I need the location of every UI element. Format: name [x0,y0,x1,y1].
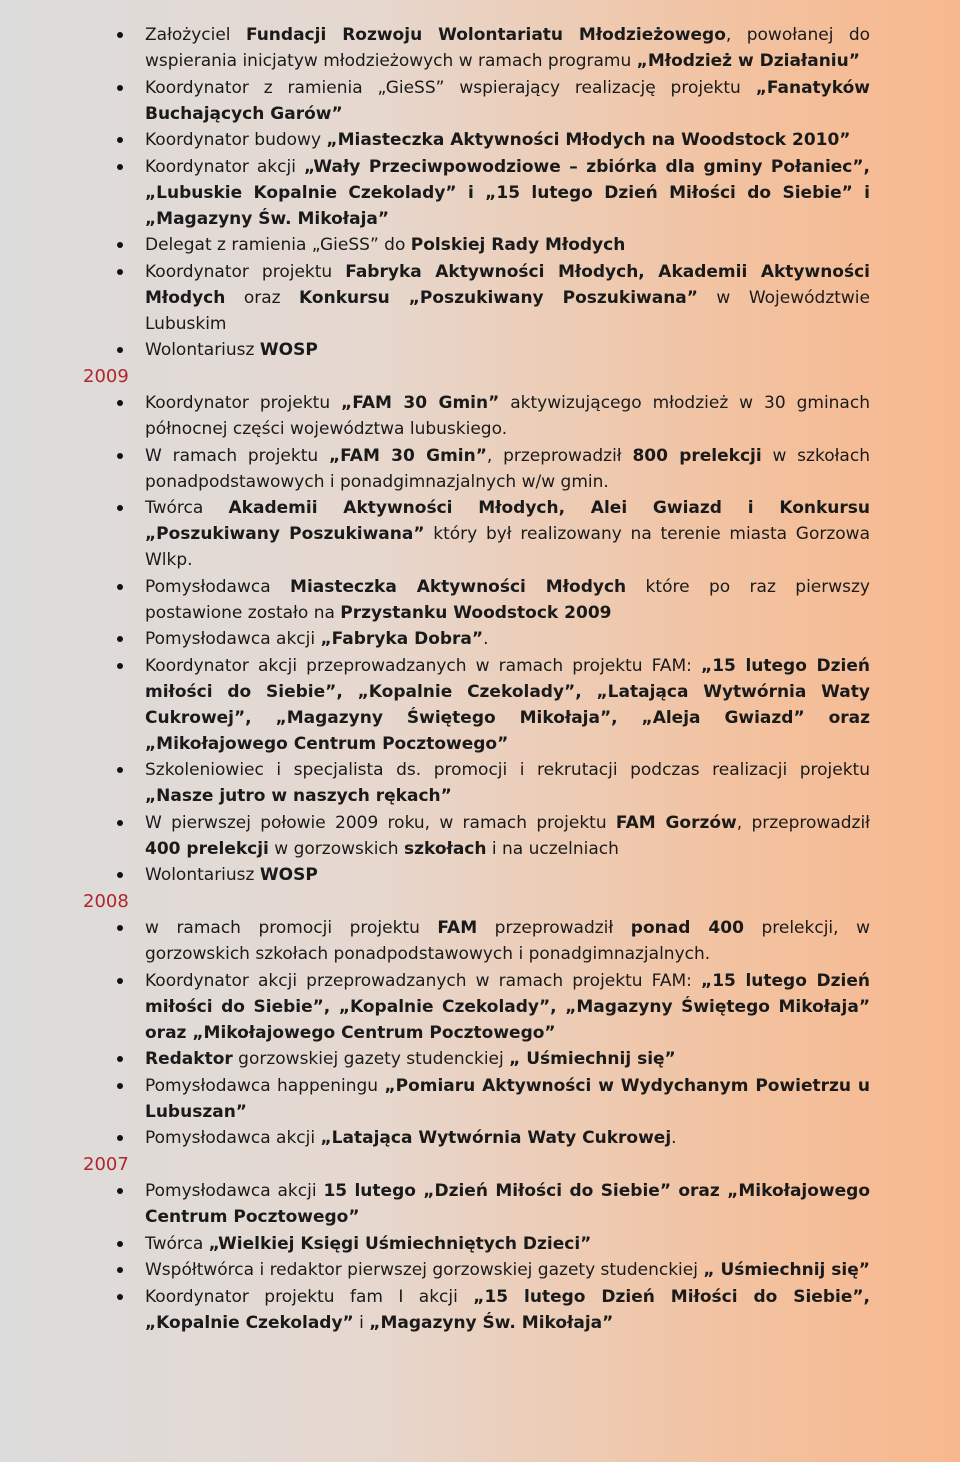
list-item [145,1231,870,1257]
text: i na uczelniach [486,838,619,859]
bold-text: „15 lutego Dzień miłości do Siebie”, „Kopalnie Czekolady”, „Latająca Wytwórnia Waty Cukrowej”, „Magazyny Świętego Mikołaja”, „Aleja Gwiazd” oraz „Mikołajowego Centrum Pocztowego” [145,655,870,754]
bold-text: szkołach [403,838,487,859]
text: Pomysłodawca [145,576,291,597]
bold-text: „Wielkiej Księgi Uśmiechniętych Dzieci” [208,1233,592,1254]
bold-text: Redaktor [145,1049,233,1069]
bold-text: Konkursu „Poszukiwany Poszukiwana” [299,287,698,308]
text: Koordynator projektu fam I akcji [145,1286,474,1307]
list-item [145,915,870,967]
text: Koordynator akcji przeprowadzanych w ramach projektu FAM: [145,655,702,676]
text: Twórca [145,1233,209,1254]
list-item [145,574,870,626]
bold-text: Miasteczka Aktywności Młodych [290,576,627,597]
text: Współtwórca i redaktor pierwszej gorzowskiej gazety studenckiej [145,1260,704,1280]
text: Koordynator z ramienia „GieSS” wspierający realizację projektu [145,77,756,98]
text: oraz [225,287,300,308]
list-item [145,75,870,127]
text: w ramach promocji projektu [145,918,438,938]
list-item [145,757,870,809]
bold-text: FAM Gorzów [615,812,737,833]
bold-text: „15 lutego Dzień miłości do Siebie”, „Kopalnie Czekolady”, „Magazyny Świętego Mikołaja” oraz „Mikołajowego Centrum Pocztowego” [145,970,870,1043]
text: . [671,1128,677,1148]
list-item [145,1178,870,1230]
text: gorzowskiej gazety studenckiej [232,1049,510,1069]
bold-text: Fundacji Rozwoju Wolontariatu Młodzieżowego [245,25,726,45]
text: W pierwszej połowie 2009 roku, w ramach projektu [145,812,616,833]
list-item [145,968,870,1046]
list-item [145,653,870,757]
bold-text: „Latająca Wytwórnia Waty Cukrowej [320,1128,672,1148]
list-item [145,337,870,363]
bold-text: ponad 400 [630,918,744,938]
text: w szkołach ponadpodstawowych i ponadgimnazjalnych w/w gmin. [145,445,870,492]
bold-text: Polskiej Rady Młodych [410,235,626,255]
list-item [145,154,870,232]
list-item [145,1046,870,1072]
bold-text: „Młodzież w Działaniu” [636,51,860,71]
bold-text: „Fabryka Dobra” [320,629,484,649]
text: prelekcji, w gorzowskich szkołach ponadpodstawowych i ponadgimnazjalnych. [145,918,870,964]
bold-text: 400 prelekcji [145,838,269,859]
year-heading: 2008 [83,890,129,912]
text: który był realizowany na terenie miasta Gorzowa Wlkp. [145,524,870,570]
text: , przeprowadził [736,812,871,833]
text: Szkoleniowiec i specjalista ds. promocji i rekrutacji podczas realizacji projektu [145,760,870,780]
year-heading: 2009 [83,365,129,387]
text: , powołanej do wspierania inicjatyw młodzieżowych w ramach programu [145,25,871,71]
text: W ramach projektu [145,445,329,466]
bold-text: Przystanku Woodstock 2009 [340,602,612,623]
text: Pomysłodawca happeningu [145,1075,385,1096]
bold-text: 800 prelekcji [632,445,762,466]
bold-text: „Pomiaru Aktywności w Wydychanym Powietrzu u Lubuszan” [145,1075,871,1122]
text: Delegat z ramienia „GieSS” do [145,235,411,255]
text: i [353,1312,370,1333]
year-heading: 2007 [83,1153,129,1175]
bold-text: „Wały Przeciwpowodziowe – zbiórka dla gminy Połaniec”, „Lubuskie Kopalnie Czekolady” i „15 lutego Dzień Miłości do Siebie” i „Magazyny Św. Mikołaja” [145,156,871,229]
bold-text: „FAM 30 Gmin” [328,445,487,466]
bold-text: „Fanatyków Buchających Garów” [145,77,870,124]
text: które po raz pierwszy postawione zostało na [145,576,870,623]
text: Twórca [145,498,229,518]
text: . [483,629,489,649]
list-item [145,1257,870,1283]
text: Pomysłodawca akcji [145,1181,324,1201]
list-item [145,259,870,337]
bold-text: Akademii Aktywności Młodych, Alei Gwiazd i Konkursu „Poszukiwany Poszukiwana” [145,498,870,544]
bold-text: „ Uśmiechnij się” [703,1260,870,1280]
text: Wolontariusz [145,340,260,360]
list-item [145,390,870,442]
list-item [145,810,870,862]
bold-text: FAM [437,918,478,938]
text: , przeprowadził [486,445,633,466]
text: Koordynator projektu [145,261,346,282]
bold-text: Fabryka Aktywności Młodych, Akademii Aktywności Młodych [145,261,871,308]
list-item [145,127,870,153]
list-item [145,495,870,573]
bold-text: „15 lutego Dzień Miłości do Siebie”, „Kopalnie Czekolady” [145,1286,870,1333]
bold-text: „Miasteczka Aktywności Młodych na Woodstock 2010” [326,130,851,150]
list-item [145,862,870,888]
text: przeprowadził [477,918,631,938]
list-item [145,443,870,495]
text: w gorzowskich [268,838,404,859]
text: w Województwie Lubuskim [145,287,870,334]
bold-text: 15 lutego „Dzień Miłości do Siebie” oraz „Mikołajowego Centrum Pocztowego” [145,1181,870,1227]
list-item [145,232,870,258]
bold-text: WOSP [259,340,318,360]
text: Założyciel [145,25,246,45]
text: Koordynator akcji [145,156,304,177]
text: Pomysłodawca akcji [145,629,321,649]
list-item [145,1073,870,1125]
list-item [145,1284,870,1336]
bold-text: WOSP [259,865,318,885]
text: Koordynator projektu [145,393,342,413]
text: aktywizującego młodzież w 30 gminach północnej części województwa lubuskiego. [145,393,870,439]
bold-text: „ Uśmiechnij się” [509,1049,676,1069]
list-item [145,626,870,652]
list-item [145,1125,870,1151]
text: Koordynator akcji przeprowadzanych w ramach projektu FAM: [145,970,702,991]
list-item [145,22,870,74]
bold-text: „Nasze jutro w naszych rękach” [145,786,452,806]
bold-text: „Magazyny Św. Mikołaja” [369,1312,614,1333]
text: Pomysłodawca akcji [145,1128,321,1148]
text: Koordynator budowy [145,130,327,150]
text: Wolontariusz [145,865,260,885]
bold-text: „FAM 30 Gmin” [341,393,500,413]
